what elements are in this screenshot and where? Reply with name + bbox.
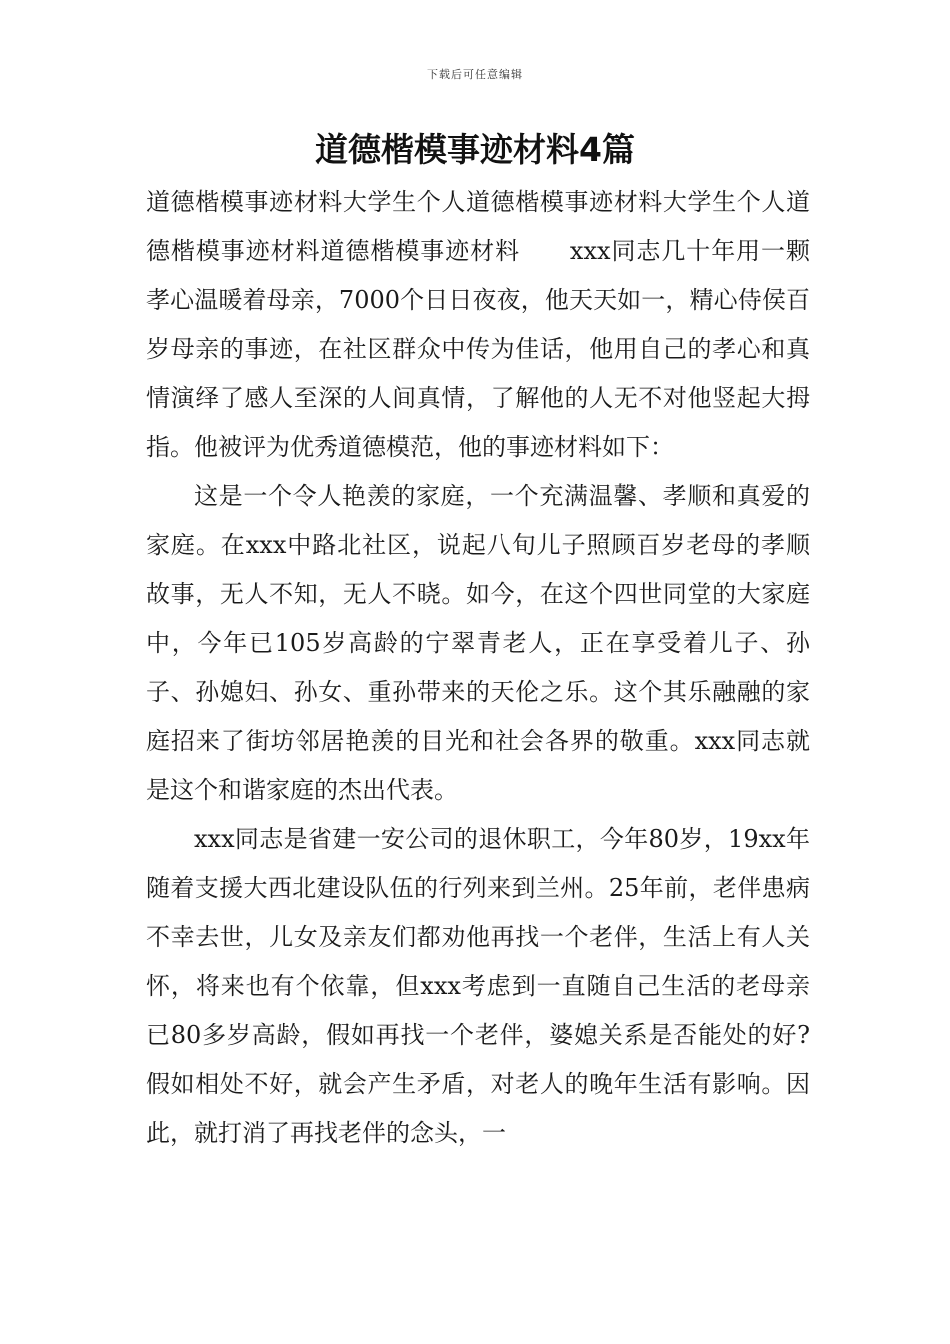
paragraph-3: xxx同志是省建一安公司的退休职工，今年80岁，19xx年随着支援大西北建设队伍的行列来到兰州。25年前，老伴患病不幸去世，儿女及亲友们都劝他再找一个老伴，生活上有人关怀，将来也有个依靠，但xxx考虑到一直随自己生活的老母亲已80多岁高龄，假如再找一个老伴，婆媳关系是否能处的好?假如相处不好，就会产生矛盾，对老人的晚年生活有影响。因此，就打消了再找老伴的念头，一 <box>146 825 810 1147</box>
paragraph-2: 这是一个令人艳羡的家庭，一个充满温馨、孝顺和真爱的家庭。在xxx中路北社区，说起八旬儿子照顾百岁老母的孝顺故事，无人不知，无人不晓。如今，在这个四世同堂的大家庭中，今年已105岁高龄的宁翠青老人，正在享受着儿子、孙子、孙媳妇、孙女、重孙带来的天伦之乐。这个其乐融融的家庭招来了街坊邻居艳羡的目光和社会各界的敬重。xxx同志就是这个和谐家庭的杰出代表。 <box>146 482 810 804</box>
paragraph-1: 道德楷模事迹材料大学生个人道德楷模事迹材料大学生个人道德楷模事迹材料道德楷模事迹材料 xxx同志几十年用一颗孝心温暖着母亲，7000个日日夜夜，他天天如一，精心侍侯百岁母亲的事迹，在社区群众中传为佳话，他用自己的孝心和真情演绎了感人至深的人间真情，了解他的人无不对他竖起大拇指。他被评为优秀道德模范，他的事迹材料如下： <box>146 188 810 461</box>
document-body <box>146 178 810 1158</box>
document-title: 道德楷模事迹材料4篇 <box>315 130 635 169</box>
header-note: 下载后可任意编辑 <box>427 68 523 81</box>
